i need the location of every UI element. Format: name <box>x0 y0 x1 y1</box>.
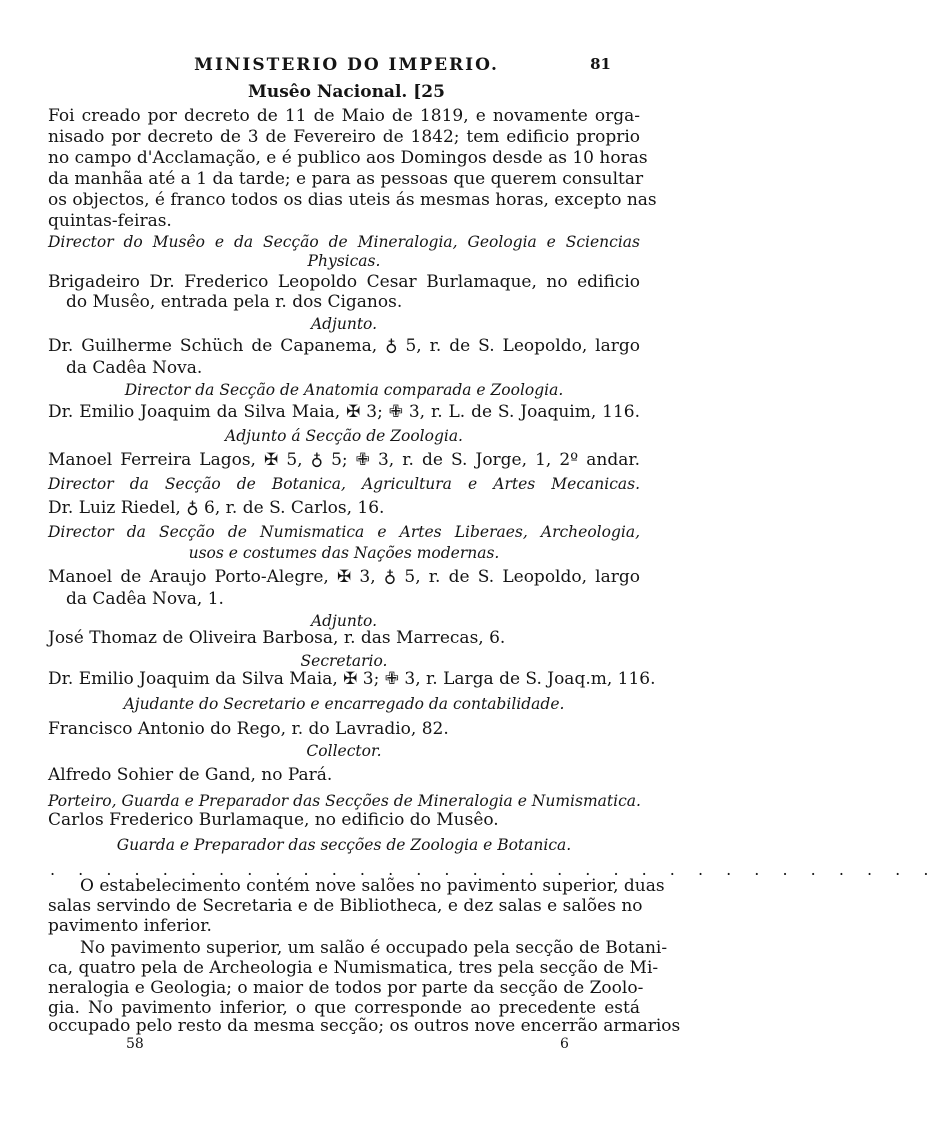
text-line: gia. No pavimento inferior, o que corresponde ao precedente está <box>48 998 640 1018</box>
person-entry: Brigadeiro Dr. Frederico Leopoldo Cesar Burlamaque, no edificio <box>48 272 640 292</box>
signature-mark-left: 58 <box>126 1036 144 1052</box>
text-line: da manhãa até a 1 da tarde; e para as pessoas que querem consultar <box>48 169 644 189</box>
text-line: occupado pelo resto da mesma secção; os outros nove encerrão armarios <box>48 1016 681 1036</box>
text-line: Foi creado por decreto de 11 de Maio de 1819, e novamente orga- <box>48 106 640 126</box>
person-entry: Dr. Emilio Joaquim da Silva Maia, ✠ 3; ✙ 3, r. L. de S. Joaquim, 116. <box>48 402 640 422</box>
role-heading: Collector. <box>306 742 382 760</box>
role-heading: Adjunto. <box>310 315 378 333</box>
person-entry: do Musêo, entrada pela r. dos Ciganos. <box>66 292 403 312</box>
role-heading: Director do Musêo e da Secção de Mineralogia, Geologia e Sciencias <box>48 233 640 251</box>
person-entry: da Cadêa Nova, 1. <box>66 589 224 609</box>
role-heading: Director da Secção de Botanica, Agricultura e Artes Mecanicas. <box>48 475 640 493</box>
role-heading: Ajudante do Secretario e encarregado da contabilidade. <box>123 695 565 713</box>
text-line: neralogia e Geologia; o maior de todos por parte da secção de Zoolo- <box>48 978 644 998</box>
person-entry: Manoel Ferreira Lagos, ✠ 5, ♁ 5; ✙ 3, r. de S. Jorge, 1, 2º andar. <box>48 450 640 470</box>
role-heading: Adjunto. <box>310 612 378 630</box>
ministry-title: MINISTERIO DO IMPERIO. <box>194 55 499 75</box>
role-heading: Physicas. <box>307 252 381 270</box>
text-line: os objectos, é franco todos os dias uteis ás mesmas horas, excepto nas <box>48 190 657 210</box>
person-entry: Francisco Antonio do Rego, r. do Lavradio, 82. <box>48 719 449 739</box>
role-heading: Guarda e Preparador das secções de Zoologia e Botanica. <box>116 836 572 854</box>
section-heading: Musêo Nacional. [25 <box>248 82 445 102</box>
role-heading: Porteiro, Guarda e Preparador das Secções de Mineralogia e Numismatica. <box>48 792 641 810</box>
person-entry: José Thomaz de Oliveira Barbosa, r. das Marrecas, 6. <box>48 628 506 648</box>
role-heading: Secretario. <box>300 652 388 670</box>
person-entry: da Cadêa Nova. <box>66 358 203 378</box>
person-entry: Manoel de Araujo Porto-Alegre, ✠ 3, ♁ 5, r. de S. Leopoldo, largo <box>48 567 640 587</box>
signature-mark-right: 6 <box>560 1036 569 1052</box>
person-entry: Alfredo Sohier de Gand, no Pará. <box>48 765 333 785</box>
text-line: ca, quatro pela de Archeologia e Numismatica, tres pela secção de Mi- <box>48 958 659 978</box>
text-line: quintas-feiras. <box>48 211 172 231</box>
page-number: 81 <box>590 55 611 73</box>
role-heading: Director da Secção de Numismatica e Artes Liberaes, Archeologia, <box>48 523 640 541</box>
role-heading: Director da Secção de Anatomia comparada e Zoologia. <box>124 381 564 399</box>
role-heading: Adjunto á Secção de Zoologia. <box>225 427 463 445</box>
running-header <box>0 55 693 77</box>
dotted-separator: . . . . . . . . . . . . . . . . . . . . . . . . . . . . . . . . <box>50 860 937 879</box>
person-entry: Dr. Luiz Riedel, ♁ 6, r. de S. Carlos, 16. <box>48 498 385 518</box>
person-entry: Dr. Emilio Joaquim da Silva Maia, ✠ 3; ✙ 3, r. Larga de S. Joaq.m, 116. <box>48 669 656 689</box>
text-line: O estabelecimento contém nove salões no pavimento superior, duas <box>80 876 665 896</box>
text-line: no campo d'Acclamação, e é publico aos Domingos desde as 10 horas <box>48 148 648 168</box>
role-heading: usos e costumes das Nações modernas. <box>188 544 500 562</box>
text-line: salas servindo de Secretaria e de Bibliotheca, e dez salas e salões no <box>48 896 643 916</box>
text-line: nisado por decreto de 3 de Fevereiro de 1842; tem edificio proprio <box>48 127 640 147</box>
text-line: pavimento inferior. <box>48 916 212 936</box>
text-line: No pavimento superior, um salão é occupado pela secção de Botani- <box>80 938 668 958</box>
person-entry: Dr. Guilherme Schüch de Capanema, ♁ 5, r. de S. Leopoldo, largo <box>48 336 640 356</box>
person-entry: Carlos Frederico Burlamaque, no edificio do Musêo. <box>48 810 499 830</box>
